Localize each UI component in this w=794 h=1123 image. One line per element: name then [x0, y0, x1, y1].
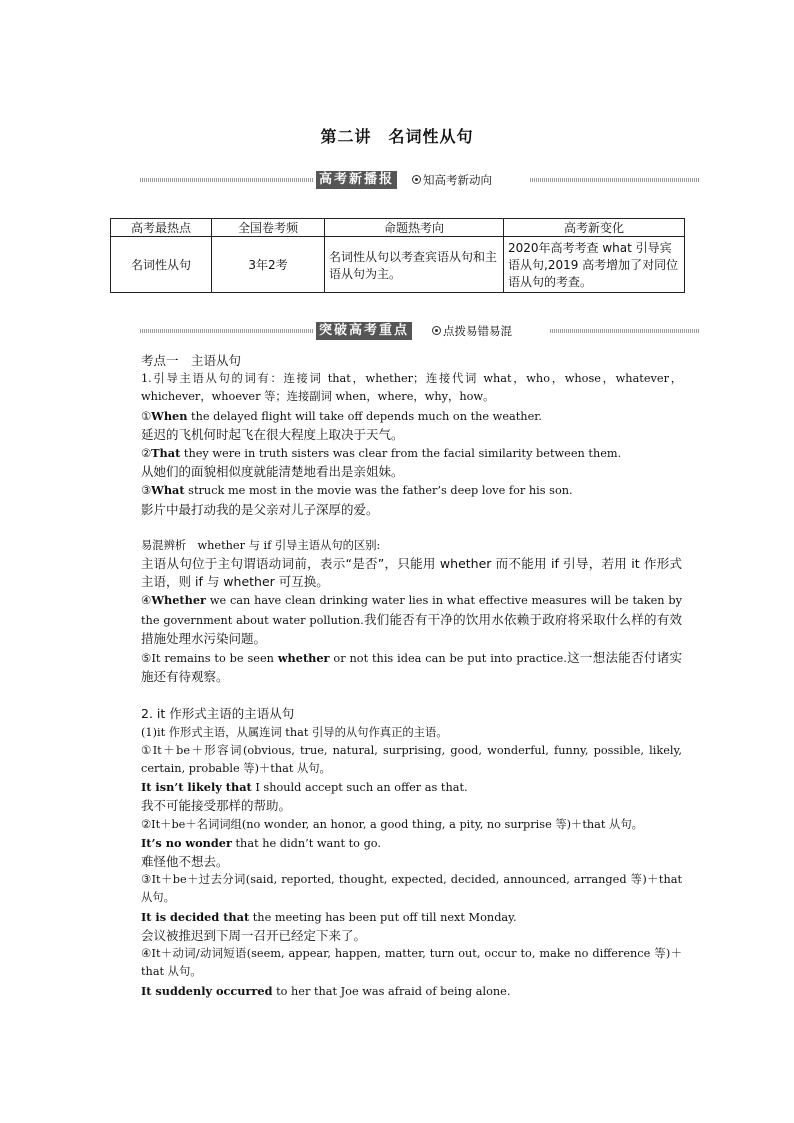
- translation: 从她们的面貌相似度就能清楚地看出是亲姐妹。: [141, 464, 404, 480]
- example-sentence: [113, 591, 682, 649]
- banner-tag: 高考新播报: [316, 171, 397, 189]
- bullet-icon: [432, 326, 441, 335]
- rule-text: It＋动词/动词短语(seem, appear, happen, matter, turn out, occur to, make no difference 等)＋that 从句。: [141, 947, 682, 979]
- banner-tag: 突破高考重点: [316, 322, 412, 340]
- banner-rule-left: [140, 178, 314, 182]
- banner-subtitle: [410, 171, 496, 189]
- banner-subtitle-text: 知高考新动向: [423, 173, 492, 187]
- sentence-text: that he didn’t want to go.: [231, 836, 381, 850]
- marker: ④: [141, 594, 152, 608]
- section-heading: 考点一 主语从句: [141, 353, 242, 368]
- example-sentence: [113, 778, 682, 797]
- keyword: It is decided that: [141, 909, 250, 924]
- sentence-text: I should accept such an offer as that.: [251, 781, 468, 795]
- translation: 我们能否有干净的饮用水依赖于政府将采取什么样的有效措施处理水污染问题。: [141, 611, 682, 646]
- table-header: 命题热考向: [325, 219, 504, 237]
- rule: [113, 945, 682, 981]
- rule: [113, 871, 682, 907]
- sentence-text: the meeting has been put off till next Monday.: [249, 910, 517, 924]
- sentence-text: the delayed flight will take off depends much on the weather.: [187, 409, 543, 423]
- sentence-text: we can have clean drinking water lies in what effective measures will be taken by the government about water pollution.: [141, 594, 682, 627]
- marker: ②: [141, 447, 152, 461]
- translation: 影片中最打动我的是父亲对儿子深厚的爱。: [141, 501, 379, 517]
- rule: [113, 742, 682, 778]
- keyword: It suddenly occurred: [141, 983, 273, 998]
- banner-rule-left: [140, 329, 314, 333]
- translation: 我不可能接受那样的帮助。: [141, 798, 292, 814]
- example-sentence: [113, 834, 682, 853]
- table-header: 高考最热点: [111, 219, 212, 237]
- rule: [113, 816, 682, 834]
- banner-subtitle-text: 点拨易错易混: [443, 324, 512, 338]
- keyword: It’s no wonder: [141, 835, 232, 850]
- main-content: [113, 352, 682, 1001]
- section-banner-focus: [140, 322, 700, 340]
- sentence-text: It remains to be seen: [151, 652, 278, 666]
- exam-info-table: [110, 218, 685, 293]
- example-sentence: [113, 649, 682, 687]
- section-heading: 2. it 作形式主语的主语从句: [141, 706, 295, 722]
- example-sentence: [113, 407, 682, 426]
- table-cell: 3年2考: [212, 237, 325, 293]
- sentence-text: struck me most in the movie was the father’s deep love for his son.: [184, 484, 573, 498]
- sentence-text: they were in truth sisters was clear from the facial similarity between them.: [180, 447, 622, 461]
- bullet-icon: [412, 175, 421, 184]
- marker: ②: [141, 817, 152, 831]
- rule-text: It＋be＋过去分词(said, reported, thought, expected, decided, announced, arranged 等)＋that 从句。: [141, 873, 682, 905]
- translation: 会议被推迟到下周一召开已经定下来了。: [141, 927, 367, 943]
- paragraph: (1)it 作形式主语，从属连词 that 引导的从句作真正的主语。: [141, 725, 448, 739]
- marker: ⑤: [141, 652, 152, 666]
- paragraph: 1.引导主语从句的词有：连接词 that，whether；连接代词 what，who，whose，whatever，whichever，whoever 等；连接副词 when，where，why，how。: [141, 372, 682, 404]
- banner-subtitle: [430, 322, 516, 340]
- marker: ①: [141, 409, 152, 423]
- keyword: It isn’t likely that: [141, 780, 252, 795]
- keyword: That: [151, 446, 181, 461]
- table-cell: 2020年高考考查 what 引导宾语从句,2019 高考增加了对同位语从句的考查。: [504, 237, 685, 293]
- example-sentence: [113, 444, 682, 463]
- marker: ③: [141, 484, 152, 498]
- table-header: 高考新变化: [504, 219, 685, 237]
- example-sentence: [113, 908, 682, 927]
- table-header-row: [111, 219, 685, 237]
- marker: ③: [141, 873, 152, 887]
- banner-rule-right: [550, 329, 700, 333]
- rule-text: It＋be＋名词词组(no wonder, an honor, a good thing, a pity, no surprise 等)＋that 从句。: [151, 817, 643, 831]
- keyword: whether: [277, 651, 330, 666]
- keyword: When: [151, 408, 188, 423]
- page-title: 第二讲 名词性从句: [320, 127, 474, 146]
- table-row: [111, 237, 685, 293]
- example-sentence: [113, 982, 682, 1001]
- sentence-text: to her that Joe was afraid of being alone.: [272, 984, 511, 998]
- rule-text: It＋be＋形容词(obvious, true, natural, surprising, good, wonderful, funny, possible, likely, certain, probable 等)＋that 从句。: [141, 743, 682, 776]
- table-header: 全国卷考频: [212, 219, 325, 237]
- section-banner-news: [140, 171, 700, 189]
- translation: 这一想法能否付诸实施还有待观察。: [141, 650, 682, 685]
- table-cell: 名词性从句以考查宾语从句和主语从句为主。: [325, 237, 504, 293]
- translation: 难怪他不想去。: [141, 854, 229, 870]
- marker: ①: [141, 743, 153, 757]
- table-cell: 名词性从句: [111, 237, 212, 293]
- paragraph: 主语从句位于主句谓语动词前，表示“是否”，只能用 whether 而不能用 if 引导，若用 it 作形式主语，则 if 与 whether 可互换。: [141, 556, 682, 590]
- keyword: Whether: [151, 593, 207, 608]
- tip-heading: 易混辨析 whether 与 if 引导主语从句的区别:: [141, 538, 381, 552]
- banner-rule-right: [530, 178, 700, 182]
- sentence-text: or not this idea can be put into practice.: [329, 652, 567, 666]
- marker: ④: [141, 947, 152, 961]
- keyword: What: [151, 483, 185, 498]
- example-sentence: [113, 481, 682, 500]
- translation: 延迟的飞机何时起飞在很大程度上取决于天气。: [141, 426, 404, 442]
